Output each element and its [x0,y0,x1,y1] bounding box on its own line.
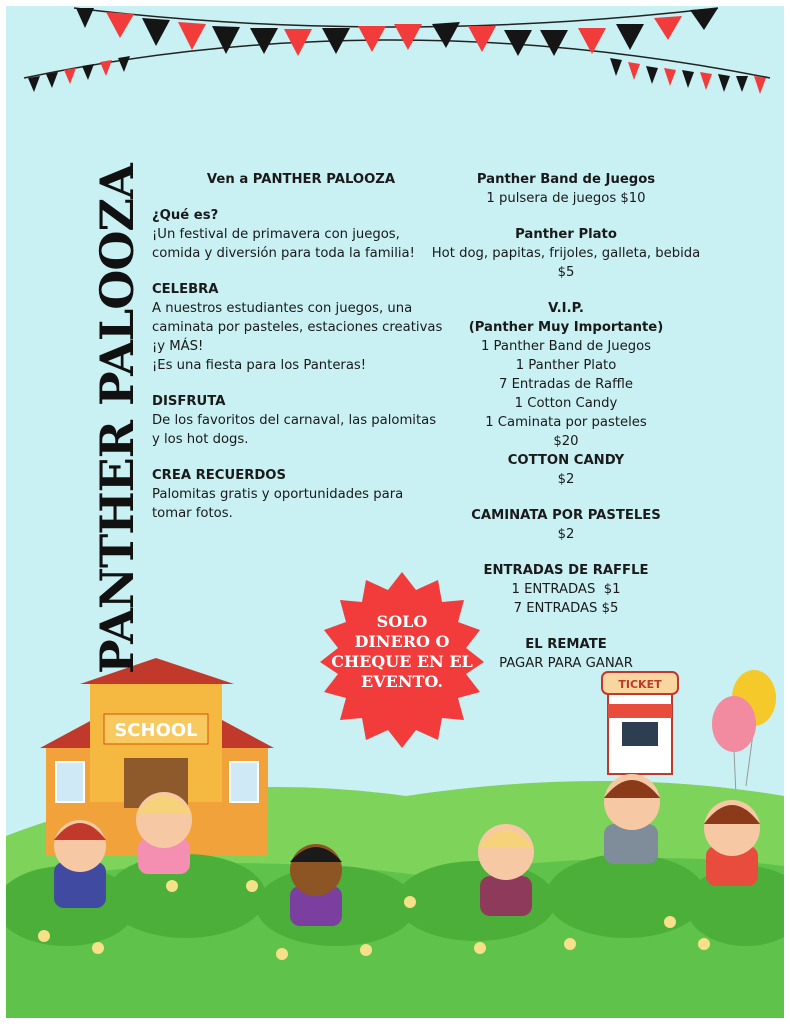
badge-line: EVENTO. [361,672,443,691]
flyer-page [6,6,784,1018]
price-line: 1 Cotton Candy [514,396,618,411]
intro-heading: Ven a PANTHER PALOOZA [206,172,396,187]
section-line: ¡Es una fiesta para los Panteras! [152,358,367,373]
price-heading: Panther Plato [515,227,617,242]
price-line: $2 [557,527,575,542]
section-line: comida y diversión para toda la familia! [152,246,415,261]
price-line: Hot dog, papitas, frijoles, galleta, bebida [431,246,701,261]
section-crea-recuerdos [152,466,452,523]
price-raffle [430,561,702,618]
ticket-sign: TICKET [618,678,662,691]
price-heading: COTTON CANDY [507,453,625,468]
info-column [152,170,452,523]
section-celebra [152,280,452,375]
price-heading: V.I.P. [548,301,584,316]
price-cotton-candy [430,451,702,489]
price-remate [430,635,702,673]
price-line: PAGAR PARA GANAR [499,656,633,671]
price-heading: EL REMATE [525,637,607,652]
price-line: 1 Caminata por pasteles [485,415,647,430]
price-band [430,170,702,208]
price-subheading: (Panther Muy Importante) [468,320,664,335]
section-line: A nuestros estudiantes con juegos, una [152,301,413,316]
price-line: 1 pulsera de juegos $10 [486,191,646,206]
section-line: ¡Un festival de primavera con juegos, [152,227,400,242]
school-sign: SCHOOL [114,720,198,741]
price-line: $20 [553,434,579,449]
section-line: De los favoritos del carnaval, las palomitas [152,413,437,428]
price-caminata [430,506,702,544]
vertical-title: PANTHER PALOOZA [90,164,144,674]
prices-column [430,170,702,673]
badge-line: CHEQUE EN EL [331,652,473,671]
section-line: caminata por pasteles, estaciones creativas [152,320,443,335]
price-line: $5 [557,265,575,280]
price-line: $2 [557,472,575,487]
price-line: 1 Panther Plato [515,358,617,373]
section-heading: CELEBRA [152,282,219,297]
price-heading: CAMINATA POR PASTELES [471,508,661,523]
bunting-flags [28,8,766,94]
section-line: tomar fotos. [152,506,233,521]
price-line: 1 Panther Band de Juegos [480,339,652,354]
price-vip [430,299,702,451]
section-que-es [152,206,452,263]
section-heading: ¿Qué es? [152,208,219,223]
section-disfruta [152,392,452,449]
badge-line: SOLO [376,612,428,631]
section-heading: DISFRUTA [152,394,226,409]
price-line: 1 ENTRADAS $1 [511,582,621,597]
section-line: Palomitas gratis y oportunidades para [152,487,404,502]
price-heading: Panther Band de Juegos [476,172,656,187]
badge-line: DINERO O [354,632,450,651]
price-plato [430,225,702,282]
section-line: y los hot dogs. [152,432,249,447]
price-heading: ENTRADAS DE RAFFLE [483,563,649,578]
price-line: 7 Entradas de Raffle [499,377,633,392]
balloons-icon [712,670,776,796]
section-line: ¡y MÁS! [152,339,204,354]
price-line: 7 ENTRADAS $5 [513,601,619,616]
ticket-booth-icon [602,672,678,774]
section-heading: CREA RECUERDOS [152,468,287,483]
